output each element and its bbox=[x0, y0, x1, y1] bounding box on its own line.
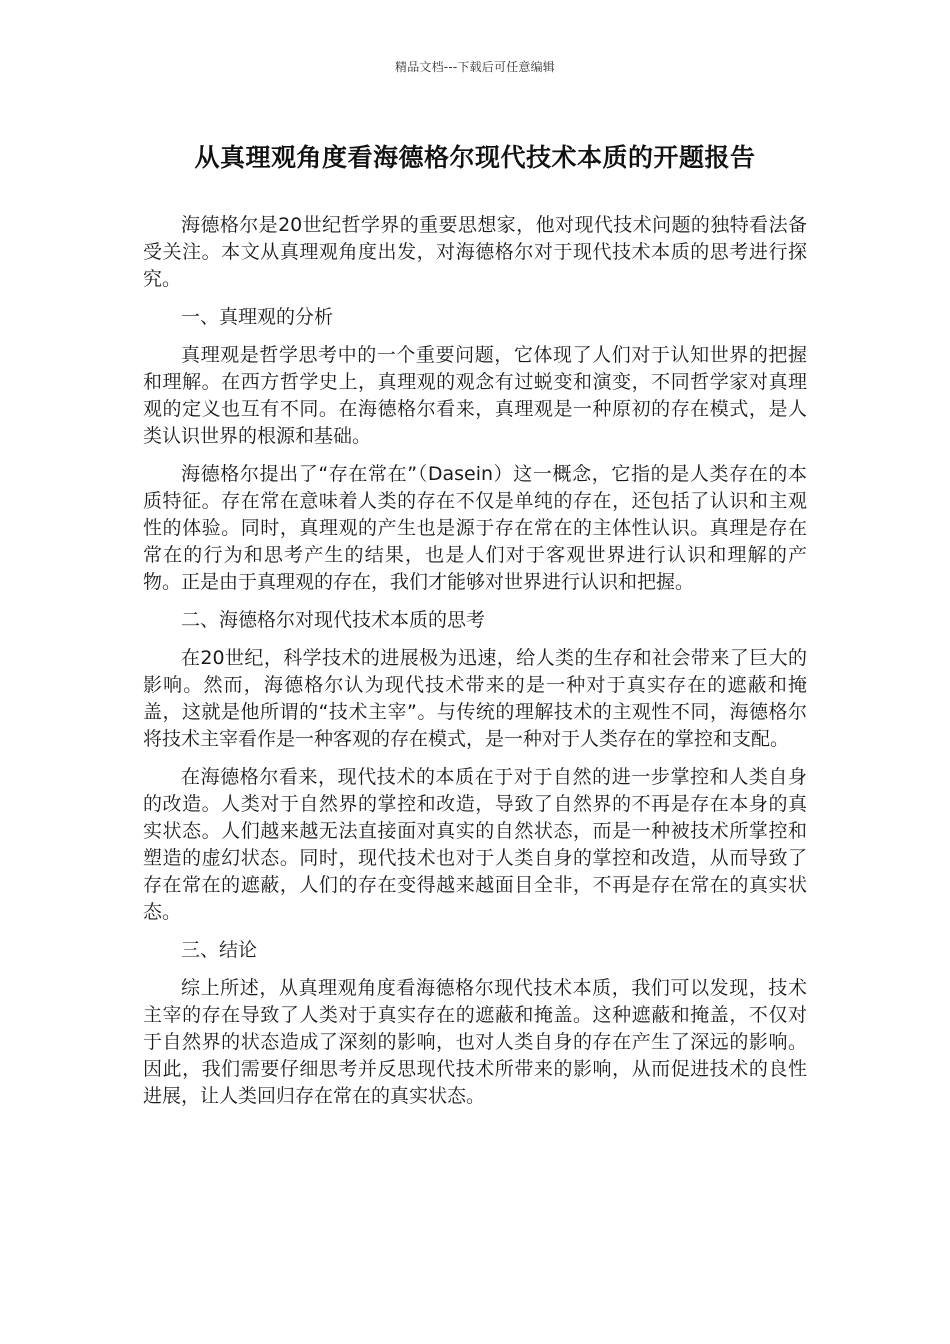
section-3-heading: 三、结论 bbox=[181, 939, 258, 961]
document-body bbox=[143, 212, 807, 1121]
section-1-paragraph-1: 真理观是哲学思考中的一个重要问题，它体现了人们对于认知世界的把握和理解。在西方哲学史上，真理观的观念有过蜕变和演变，不同哲学家对真理观的定义也互有不同。在海德格尔看来，真理观是一种原初的存在模式，是人类认识世界的根源和基础。 bbox=[143, 344, 807, 447]
section-2-paragraph-2: 在海德格尔看来，现代技术的本质在于对于自然的进一步掌控和人类自身的改造。人类对于自然界的掌控和改造，导致了自然界的不再是存在本身的真实状态。人们越来越无法直接面对真实的自然状态，而是一种被技术所掌控和塑造的虚幻状态。同时，现代技术也对于人类自身的掌控和改造，从而导致了存在常在的遮蔽，人们的存在变得越来越面目全非，不再是存在常在的真实状态。 bbox=[143, 766, 807, 923]
section-1-paragraph-2: 海德格尔提出了“存在常在”（Dasein）这一概念，它指的是人类存在的本质特征。存在常在意味着人类的存在不仅是单纯的存在，还包括了认识和主观性的体验。同时，真理观的产生也是源于存在常在的主体性认识。真理是存在常在的行为和思考产生的结果，也是人们对于客观世界进行认识和理解的产物。正是由于真理观的存在，我们才能够对世界进行认识和把握。 bbox=[143, 463, 807, 593]
section-2-paragraph-1: 在20世纪，科学技术的进展极为迅速，给人类的生存和社会带来了巨大的影响。然而，海德格尔认为现代技术带来的是一种对于真实存在的遮蔽和掩盖，这就是他所谓的“技术主宰”。与传统的理解技术的主观性不同，海德格尔将技术主宰看作是一种客观的存在模式，是一种对于人类存在的掌控和支配。 bbox=[143, 647, 807, 750]
section-1-heading: 一、真理观的分析 bbox=[181, 306, 334, 328]
section-3-paragraph-1: 综上所述，从真理观角度看海德格尔现代技术本质，我们可以发现，技术主宰的存在导致了人类对于真实存在的遮蔽和掩盖。这种遮蔽和掩盖，不仅对于自然界的状态造成了深刻的影响，也对人类自身的存在产生了深远的影响。因此，我们需要仔细思考并反思现代技术所带来的影响，从而促进技术的良性进展，让人类回归存在常在的真实状态。 bbox=[143, 977, 807, 1107]
intro-paragraph: 海德格尔是20世纪哲学界的重要思想家，他对现代技术问题的独特看法备受关注。本文从真理观角度出发，对海德格尔对于现代技术本质的思考进行探究。 bbox=[143, 214, 807, 290]
page-header: 精品文档---下载后可任意编辑 bbox=[395, 60, 555, 74]
document-title: 从真理观角度看海德格尔现代技术本质的开题报告 bbox=[194, 143, 756, 172]
section-2-heading: 二、海德格尔对现代技术本质的思考 bbox=[181, 609, 486, 631]
